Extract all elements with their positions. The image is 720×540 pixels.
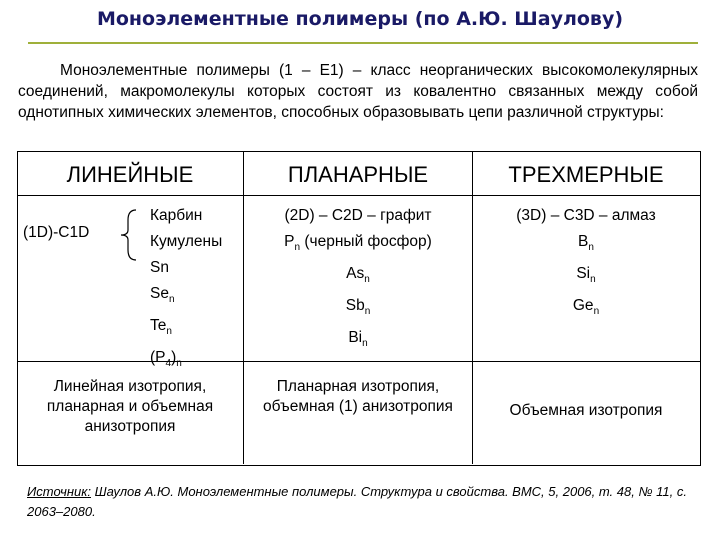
three-d-footer: Объемная изотропия — [509, 402, 663, 419]
header-planar: ПЛАНАРНЫЕ — [287, 162, 429, 187]
list-item: Sn — [150, 259, 169, 276]
source-citation — [27, 482, 697, 522]
list-item: Карбин — [150, 207, 203, 224]
slide-title: Моноэлементные полимеры (по А.Ю. Шаулову) — [96, 8, 624, 30]
list-item: $(P_4)_n$ — [150, 349, 182, 370]
header-3d: ТРЕХМЕРНЫЕ — [508, 162, 664, 187]
title-underline — [28, 42, 698, 44]
list-item: Кумулены — [150, 233, 223, 250]
list-item: (2D) – C2D – графит — [284, 207, 432, 224]
list-item: $Sb_n$ — [345, 297, 371, 318]
list-item: $B_n$ — [578, 233, 594, 254]
linear-items — [150, 203, 222, 377]
linear-group-label: (1D)-C1D — [23, 224, 90, 241]
header-linear: ЛИНЕЙНЫЕ — [66, 162, 194, 187]
list-item: $Ge_n$ — [572, 297, 600, 318]
header-rule — [17, 195, 700, 196]
footer-rule — [17, 361, 700, 362]
list-item: $As_n$ — [346, 265, 370, 286]
list-item: $Se_n$ — [150, 285, 175, 306]
linear-footer: Линейная изотропия, планарная и объемная анизотропия — [46, 378, 214, 435]
planar-footer: Планарная изотропия, объемная (1) анизотропия — [263, 378, 453, 415]
three-d-items — [473, 203, 699, 325]
list-item: $P_n$ (черный фосфор) — [284, 233, 432, 254]
list-item: $Bi_n$ — [348, 329, 368, 350]
brace-icon — [118, 208, 140, 262]
list-item: $Si_n$ — [576, 265, 596, 286]
list-item: (3D) – C3D – алмаз — [516, 207, 656, 224]
intro-paragraph: Моноэлементные полимеры (1 – Е1) – класс неорганических высокомолекулярных соединений, макромолекулы которых состоят из ковалентно связанных между собой однотипных химических элементов, способных образовывать цепи различной структуры: — [18, 62, 698, 121]
planar-items — [244, 203, 472, 357]
source-label: Источник: — [27, 484, 91, 499]
list-item: $Te_n$ — [150, 317, 172, 338]
source-text: Шаулов А.Ю. Моноэлементные полимеры. Структура и свойства. ВМС, 5, 2006, т. 48, № 11, с. 2063–2080. — [27, 484, 687, 519]
